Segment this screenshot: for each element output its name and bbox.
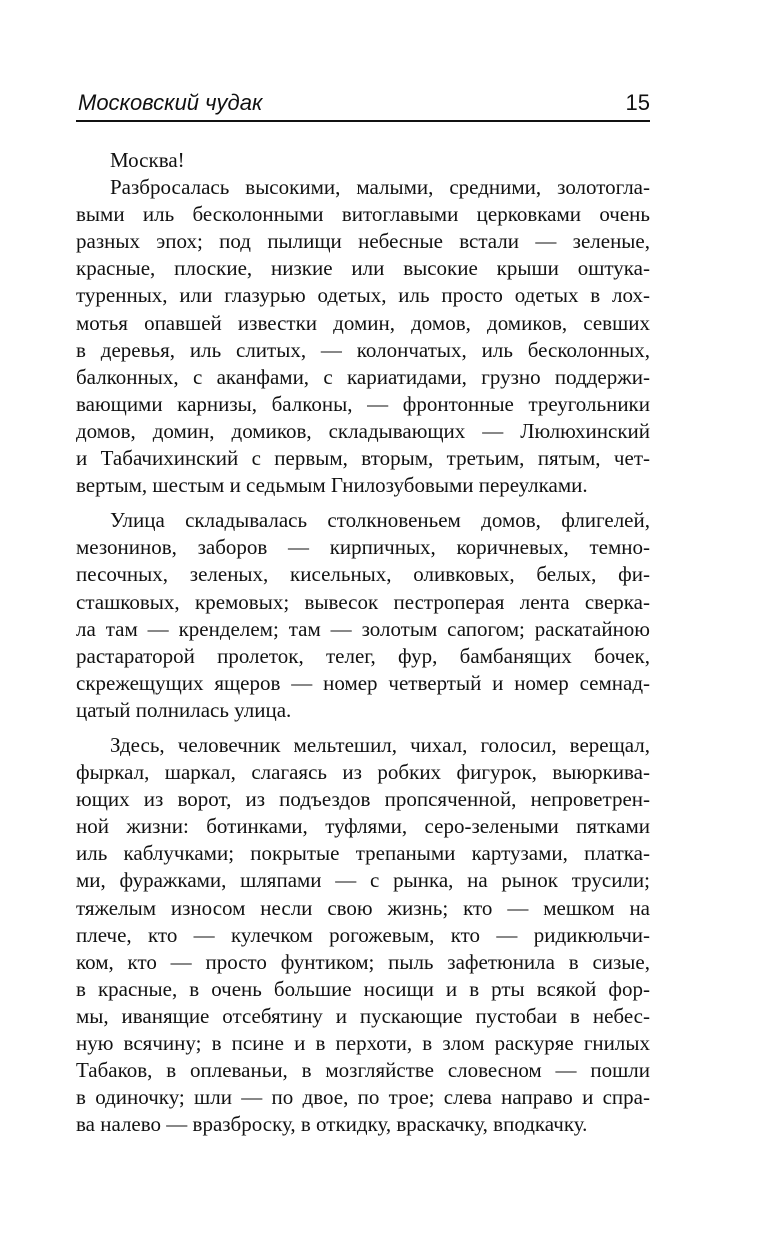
text-line: ющих из ворот, из подъездов пропсяченной, непроветрен-: [76, 787, 650, 812]
paragraph-gap: [76, 724, 650, 732]
text-line: разных эпох; под пылищи небесные встали — зеленые,: [76, 229, 650, 254]
text-line: балконных, с аканфами, с кариатидами, грузно поддержи-: [76, 364, 650, 389]
text-line: в красные, в очень большие носищи и в рты всякой фор-: [76, 976, 650, 1001]
text-line: Улица складывалась столкновеньем домов, флигелей,: [110, 508, 650, 533]
text-line: цатый полнилась улица.: [76, 697, 292, 722]
page-header: [76, 90, 650, 122]
text-line: Разбросалась высокими, малыми, средними, золотогла-: [110, 175, 650, 200]
text-line: красные, плоские, низкие или высокие крыши оштука-: [76, 256, 650, 281]
text-line: ла там — кренделем; там — золотым сапогом; раскатайною: [76, 616, 650, 641]
text-line: выми иль бесколонными витоглавыми церковками очень: [76, 202, 650, 227]
text-line: туренных, или глазурью одетых, иль просто одетых в лох-: [76, 283, 650, 308]
text-line: Москва!: [110, 148, 185, 172]
text-line: ную всячину; в псине и в перхоти, в злом раскуряе гнилых: [76, 1031, 650, 1055]
text-line: Здесь, человечник мельтешил, чихал, голосил, верещал,: [110, 732, 650, 757]
text-line: фыркал, шаркал, слагаясь из робких фигурок, выюркива-: [76, 760, 650, 785]
text-line: иль каблучками; покрытые трепаными картузами, платка-: [76, 841, 650, 866]
text-line: мезонинов, заборов — кирпичных, коричневых, темно-: [76, 535, 650, 560]
text-line: ком, кто — просто фунтиком; пыль зафетюнила в сизые,: [76, 949, 650, 974]
text-line: в деревья, иль слитых, — колончатых, иль бесколонных,: [76, 337, 650, 362]
text-line: мы, иванящие отсебятину и пускающие пустобаи в небес-: [76, 1003, 650, 1028]
text-line: растараторой пролеток, телег, фур, бамбанящих бочек,: [76, 643, 650, 668]
paragraph: [76, 147, 650, 174]
page-number: 15: [625, 90, 650, 115]
text-line: сташковых, кремовых; вывесок пестроперая лента сверка-: [76, 589, 650, 614]
text-line: песочных, зеленых, кисельных, оливковых, белых, фи-: [76, 562, 650, 587]
paragraph-gap: [76, 499, 650, 507]
text-line: ми, фуражками, шляпами — с рынка, на рынок трусили;: [76, 868, 650, 893]
text-line: мотья опавшей известки домин, домов, домиков, севших: [76, 310, 650, 335]
text-line: скрежещущих ящеров — номер четвертый и номер семнад-: [76, 670, 650, 695]
text-line: тяжелым износом несли свою жизнь; кто — мешком на: [76, 895, 650, 920]
text-line: плече, кто — кулечком рогожевым, кто — ридикюльчи-: [76, 922, 650, 947]
text-line: вертым, шестым и седьмым Гнилозубовыми переулками.: [76, 473, 588, 498]
text-line: вающими карнизы, балконы, — фронтонные треугольники: [76, 391, 650, 416]
running-title: Московский чудак: [78, 90, 263, 115]
text-line: домов, домин, домиков, складывающих — Люлюхинский: [76, 418, 650, 443]
text-line: ной жизни: ботинками, туфлями, серо-зелеными пятками: [76, 814, 650, 839]
paragraph: [76, 507, 650, 724]
text-line: ва налево — вразброску, в откидку, враскачку, вподкачку.: [76, 1112, 588, 1137]
body-text: [76, 147, 650, 1138]
text-line: Табаков, в оплеваньи, в мозгляйстве словесном — пошли: [76, 1058, 650, 1083]
text-line: и Табачихинский с первым, вторым, третьим, пятым, чет-: [76, 446, 650, 471]
paragraph: [76, 732, 650, 1138]
paragraph: [76, 174, 650, 499]
text-line: в одиночку; шли — по двое, по трое; слева направо и спра-: [76, 1085, 650, 1110]
